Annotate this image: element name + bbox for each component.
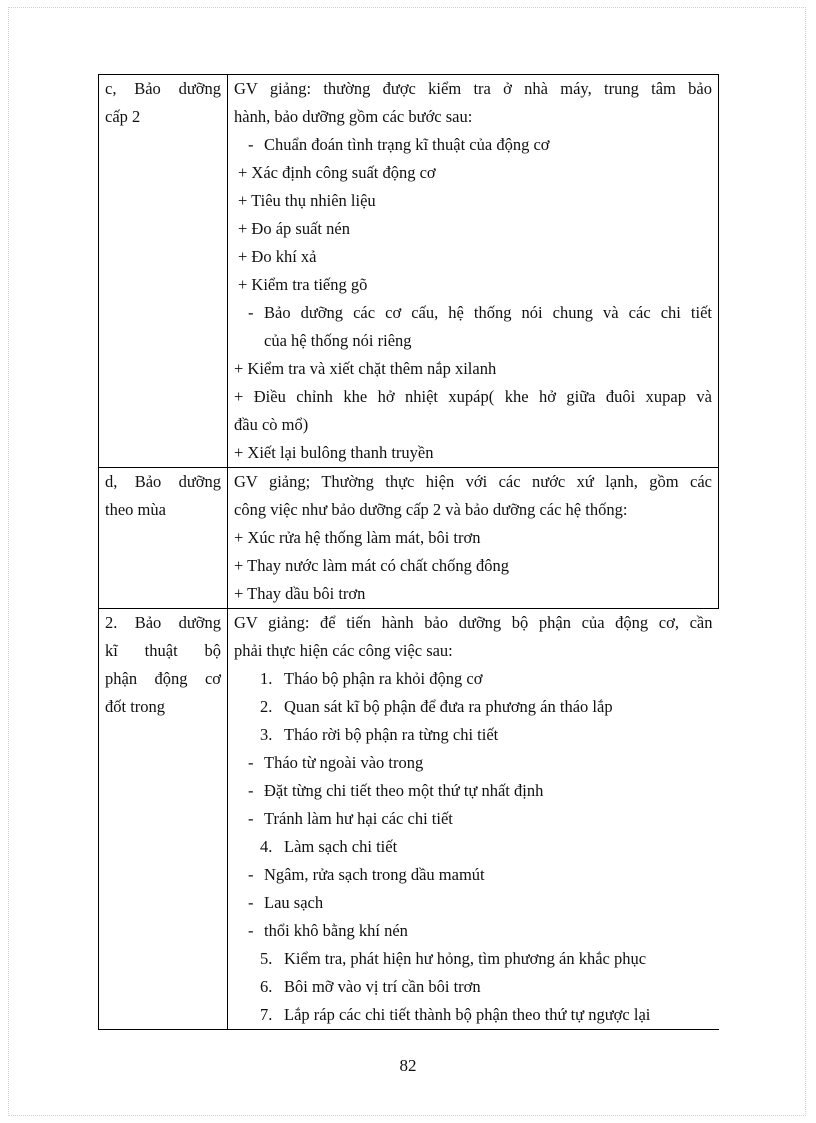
step-text: Bôi mỡ vào vị trí cần bôi trơn [284, 977, 481, 996]
row-content [228, 468, 719, 609]
plus-item: + Xác định công suất động cơ [238, 163, 436, 182]
step-number: 5. [260, 949, 273, 968]
heading-line: d, Bảo dưỡng [105, 472, 221, 491]
intro-line: phải thực hiện các công việc sau: [234, 641, 453, 660]
heading-line: kĩ thuật bộ [105, 641, 221, 660]
plus-item-multiline [234, 383, 712, 439]
dash-bullet: - [248, 921, 254, 940]
numbered-step [234, 1001, 713, 1029]
dash-item [234, 861, 713, 889]
dash-bullet: - [248, 135, 254, 154]
dash-item [234, 805, 713, 833]
table-row [99, 609, 719, 1030]
plus-item: + Đo khí xả [238, 247, 317, 266]
table-row [99, 75, 719, 468]
plus-item: + Xúc rửa hệ thống làm mát, bôi trơn [234, 528, 481, 547]
dash-item [234, 917, 713, 945]
plus-item: + Thay nước làm mát có chất chống đông [234, 556, 510, 575]
page-number: 82 [399, 1056, 417, 1075]
step-number: 7. [260, 1005, 273, 1024]
dash-item [234, 749, 713, 777]
step-text: Làm sạch chi tiết [284, 837, 398, 856]
row-heading [99, 468, 228, 609]
lesson-table [98, 74, 719, 1030]
dash-item [234, 299, 712, 327]
dash-text: Chuẩn đoán tình trạng kĩ thuật của động cơ [264, 135, 550, 154]
dash-bullet: - [248, 809, 254, 828]
plus-item: + Đo áp suất nén [238, 219, 350, 238]
dash-text: Ngâm, rửa sạch trong dầu mamút [264, 865, 485, 884]
step-text: Tháo rời bộ phận ra từng chi tiết [284, 725, 499, 744]
row-heading [99, 75, 228, 468]
row-heading [99, 609, 228, 1030]
numbered-step [234, 833, 713, 861]
dash-bullet: - [248, 781, 254, 800]
row-content [228, 609, 719, 1030]
numbered-step [234, 693, 713, 721]
intro-paragraph [234, 609, 713, 665]
plus-line: + Điều chỉnh khe hở nhiệt xupáp( khe hở giữa đuôi xupap và [234, 387, 712, 406]
numbered-step [234, 665, 713, 693]
step-number: 1. [260, 669, 273, 688]
dash-text: Tránh làm hư hại các chi tiết [264, 809, 453, 828]
intro-line: GV giảng; Thường thực hiện với các nước xứ lạnh, gồm các [234, 472, 712, 491]
step-number: 4. [260, 837, 273, 856]
dash-bullet: - [248, 865, 254, 884]
heading-line: cấp 2 [105, 107, 141, 126]
dash-text: Bảo dưỡng các cơ cấu, hệ thống nói chung và các chi tiết [264, 303, 712, 322]
dash-text: thổi khô bằng khí nén [264, 921, 408, 940]
step-number: 3. [260, 725, 273, 744]
dash-text: Lau sạch [264, 893, 324, 912]
plus-line: đầu cò mổ) [234, 415, 309, 434]
heading-line: 2. Bảo dưỡng [105, 613, 221, 632]
plus-item: + Kiểm tra tiếng gõ [238, 275, 368, 294]
numbered-step [234, 945, 713, 973]
heading-line: đốt trong [105, 697, 166, 716]
row-content [228, 75, 719, 468]
intro-line: GV giảng: thường được kiểm tra ở nhà máy, trung tâm bảo [234, 79, 712, 98]
step-text: Lắp ráp các chi tiết thành bộ phận theo thứ tự ngược lại [284, 1005, 651, 1024]
plus-item: + Xiết lại bulông thanh truyền [234, 443, 434, 462]
plus-item: + Tiêu thụ nhiên liệu [238, 191, 376, 210]
step-text: Quan sát kĩ bộ phận để đưa ra phương án tháo lắp [284, 697, 613, 716]
plus-item: + Thay dầu bôi trơn [234, 584, 366, 603]
numbered-step [234, 973, 713, 1001]
dash-bullet: - [248, 893, 254, 912]
step-text: Kiểm tra, phát hiện hư hỏng, tìm phương án khắc phục [284, 949, 647, 968]
dash-bullet: - [248, 303, 254, 322]
step-number: 2. [260, 697, 273, 716]
table-row [99, 468, 719, 609]
intro-paragraph [234, 468, 712, 524]
intro-line: hành, bảo dưỡng gồm các bước sau: [234, 107, 473, 126]
dash-text: Đặt từng chi tiết theo một thứ tự nhất định [264, 781, 544, 800]
dash-text: Tháo từ ngoài vào trong [264, 753, 424, 772]
intro-line: công việc như bảo dưỡng cấp 2 và bảo dưỡng các hệ thống: [234, 500, 628, 519]
intro-line: GV giảng: để tiến hành bảo dưỡng bộ phận của động cơ, cần [234, 613, 713, 632]
intro-paragraph [234, 75, 712, 131]
dash-bullet: - [248, 753, 254, 772]
dash-item [234, 777, 713, 805]
heading-line: c, Bảo dưỡng [105, 79, 221, 98]
step-number: 6. [260, 977, 273, 996]
step-text: Tháo bộ phận ra khỏi động cơ [284, 669, 483, 688]
heading-line: theo mùa [105, 500, 166, 519]
dash-item [234, 131, 712, 159]
dash-item [234, 889, 713, 917]
plus-item: + Kiểm tra và xiết chặt thêm nắp xilanh [234, 359, 497, 378]
heading-line: phận động cơ [105, 669, 221, 688]
numbered-step [234, 721, 713, 749]
dash-continuation: của hệ thống nói riêng [264, 331, 412, 350]
